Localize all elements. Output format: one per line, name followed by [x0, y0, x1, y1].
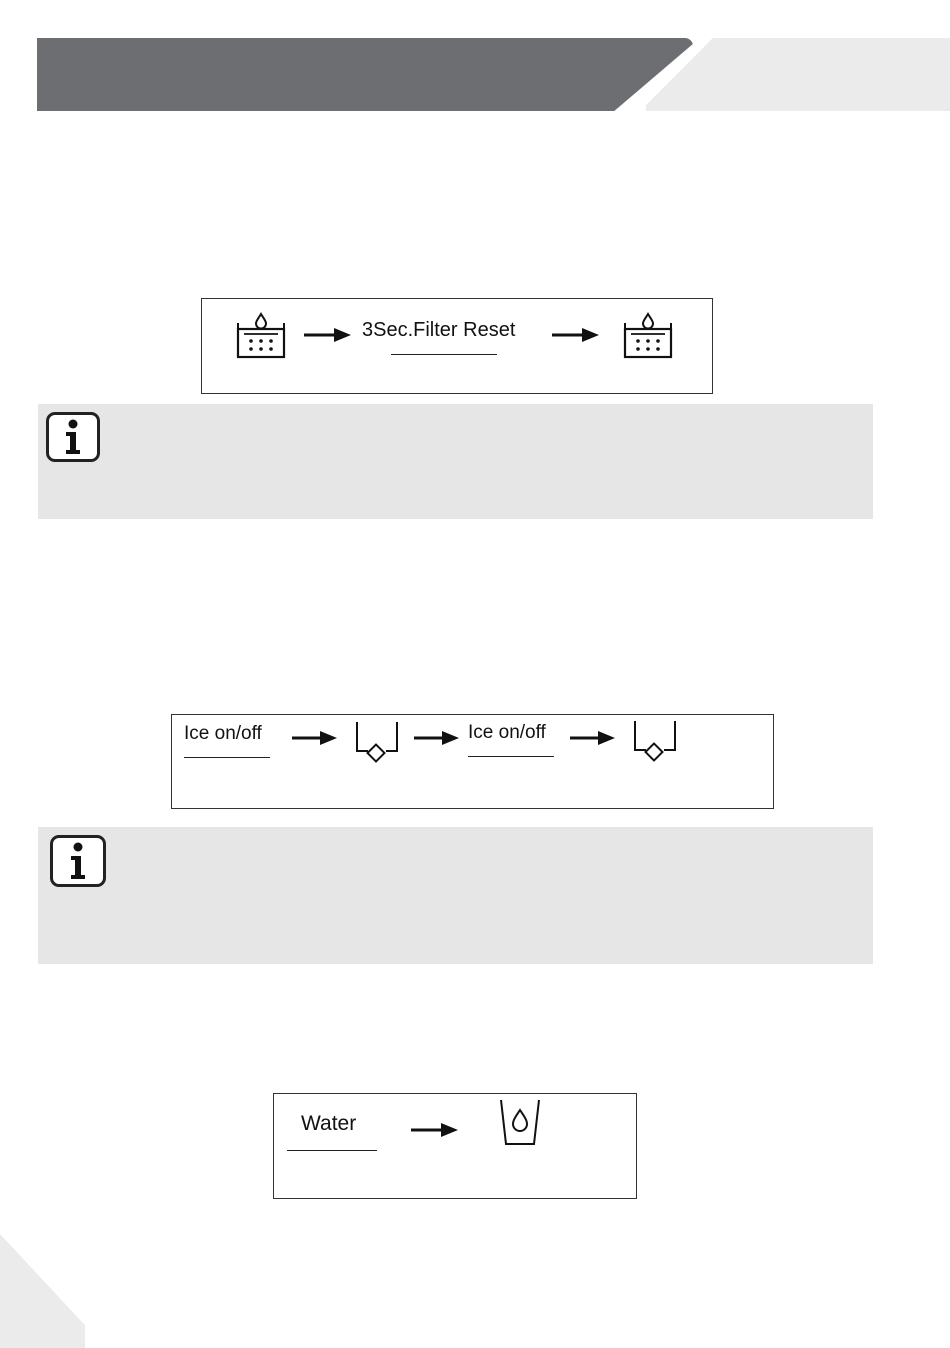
ice-underline-1: [184, 757, 270, 758]
ice-label-1: Ice on/off: [184, 723, 262, 744]
water-underline: [287, 1150, 377, 1151]
header-tab: [646, 38, 950, 111]
arrow-right-icon: [292, 730, 338, 746]
info-note-1: [38, 404, 873, 519]
info-note-2: [38, 827, 873, 964]
arrow-right-icon: [570, 730, 616, 746]
page-corner-tab: [0, 1234, 85, 1348]
ice-cup-icon: [632, 718, 678, 764]
filter-reset-underline: [391, 354, 497, 355]
info-icon: [46, 412, 100, 462]
header-bar: [37, 38, 693, 111]
ice-label-2: Ice on/off: [468, 722, 546, 743]
filter-icon: [236, 311, 286, 359]
water-cup-icon: [498, 1098, 542, 1146]
filter-reset-label: 3Sec.Filter Reset: [362, 319, 516, 341]
arrow-right-icon: [304, 327, 352, 343]
arrow-right-icon: [411, 1122, 459, 1138]
arrow-right-icon: [414, 730, 460, 746]
ice-panel: [171, 714, 774, 809]
filter-reset-panel: [201, 298, 713, 394]
ice-cup-icon: [354, 719, 400, 765]
filter-icon: [623, 311, 673, 359]
ice-underline-2: [468, 756, 554, 757]
info-icon: [50, 835, 106, 887]
water-label: Water: [301, 1112, 357, 1135]
water-panel: [273, 1093, 637, 1199]
arrow-right-icon: [552, 327, 600, 343]
